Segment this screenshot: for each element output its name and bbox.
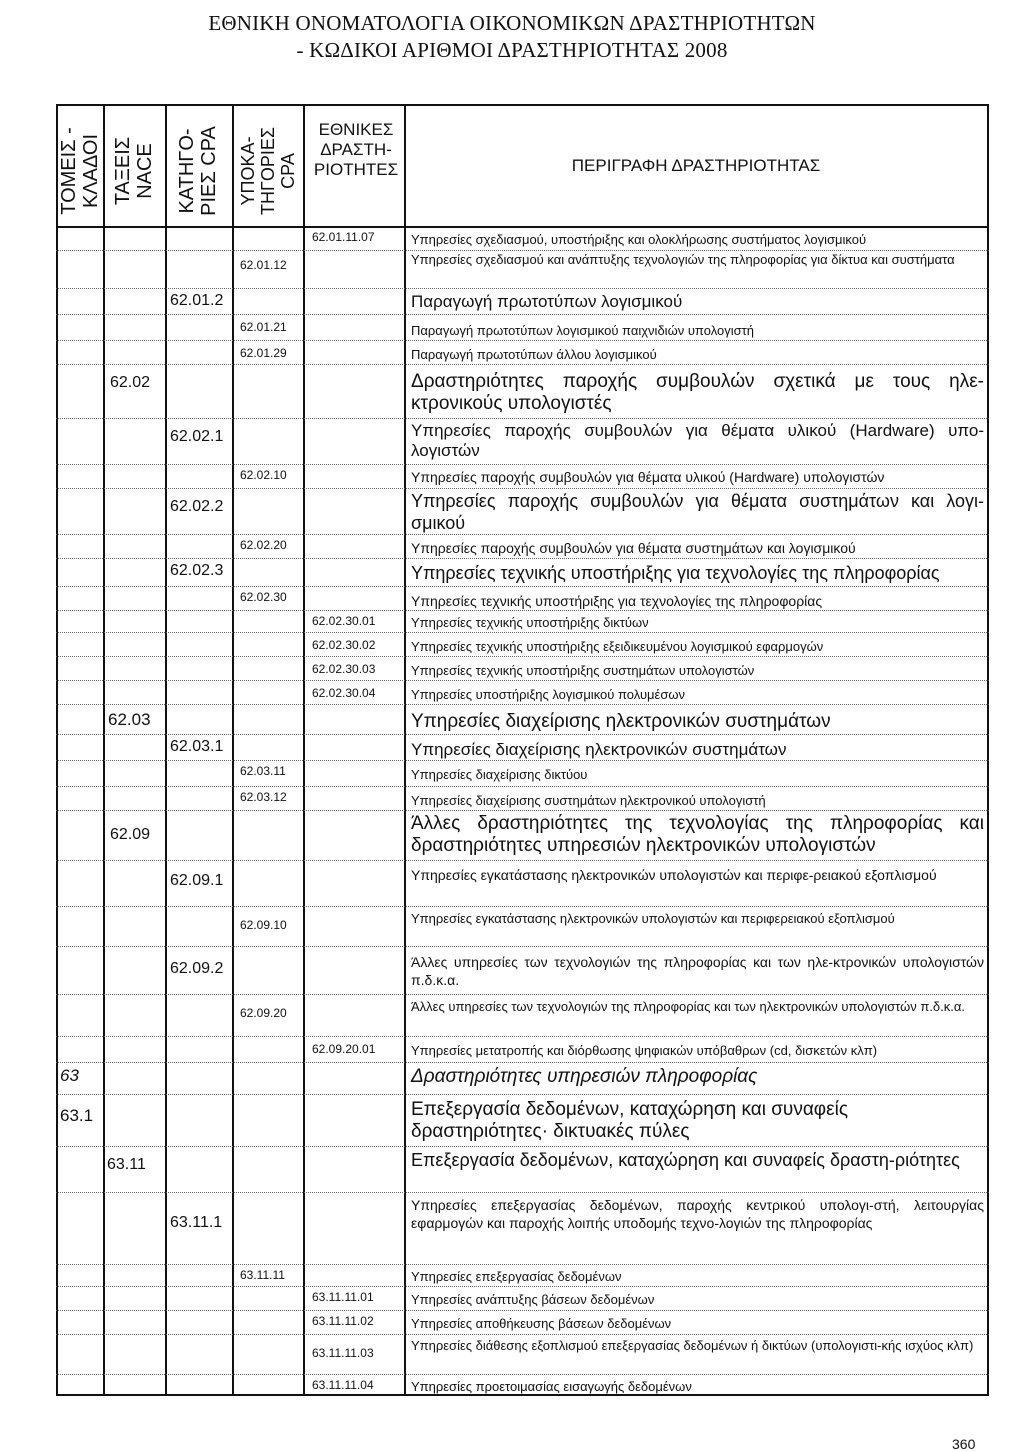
activity-description: Άλλες υπηρεσίες των τεχνολογιών της πληροφορίας και των ηλε-κτρονικών υπολογιστών π.δ.κ.α.	[411, 954, 984, 988]
activity-description: Υπηρεσίες επεξεργασίας δεδομένων, παροχής κεντρικού υπολογι-στή, λειτουργίας εφαρμογών και παροχής λοιπής υποδομής τεχνο-λογιών της πληροφορίας	[411, 1197, 984, 1231]
activity-description: Επεξεργασία δεδομένων, καταχώρηση και συναφείς δραστηριότητες· δικτυακές πύλες	[411, 1099, 848, 1142]
activity-description: Δραστηριότητες παροχής συμβουλών σχετικά με τους ηλε-κτρονικούς υπολογιστές	[411, 371, 984, 414]
activity-description: Υπηρεσίες διαχείρισης συστημάτων ηλεκτρονικού υπολογιστή	[411, 793, 766, 808]
cpa-subcategory-code: 62.02.10	[240, 468, 287, 482]
document-subtitle: - ΚΩΔΙΚΟΙ ΑΡΙΘΜΟΙ ΔΡΑΣΤΗΡΙΟΤΗΤΑΣ 2008	[296, 38, 728, 62]
activity-description: Υπηρεσίες τεχνικής υποστήριξης συστημάτων υπολογιστών	[411, 663, 755, 678]
national-code: 62.02.30.04	[312, 686, 376, 700]
activity-description: Υπηρεσίες διαχείρισης δικτύου	[411, 767, 588, 782]
header-cpa-categories: ΚΑΤΗΓΟ- ΡΙΕΣ CPA	[176, 126, 220, 216]
cpa-category-code: 62.03.1	[170, 738, 224, 755]
header-cpa-subcategories: ΥΠΟΚΑ- ΤΗΓΟΡΙΕΣ CPA	[238, 126, 298, 216]
header-sections: ΤΟΜΕΙΣ - ΚΛΑΔΟΙ	[58, 127, 102, 215]
activity-description: Υπηρεσίες παροχής συμβουλών για θέματα συστημάτων και λογι-σμικού	[411, 491, 984, 533]
activity-description: Υπηρεσίες τεχνικής υποστήριξης για τεχνολογίες της πληροφορίας	[411, 593, 823, 609]
activity-description: Υπηρεσίες τεχνικής υποστήριξης δικτύων	[411, 615, 649, 630]
activity-description: Υπηρεσίες προετοιμασίας εισαγωγής δεδομένων	[411, 1379, 692, 1394]
national-code: 62.02.30.03	[312, 662, 376, 676]
column-divider	[232, 104, 234, 1396]
cpa-subcategory-code: 62.09.10	[240, 918, 287, 932]
cpa-category-code: 62.02.3	[170, 562, 224, 579]
activity-description: Παραγωγή πρωτοτύπων λογισμικού	[411, 292, 683, 311]
national-code: 63.11.11.01	[312, 1290, 374, 1304]
activity-description: Άλλες υπηρεσίες των τεχνολογιών της πληροφορίας και των ηλεκτρονικών υπολογιστών π.δ.κ.α.	[411, 999, 966, 1014]
class-code: 62.02	[110, 374, 151, 391]
activity-description: Παραγωγή πρωτοτύπων άλλου λογισμικού	[411, 347, 657, 362]
cpa-subcategory-code: 62.03.12	[240, 790, 287, 804]
section-code: 63.1	[60, 1106, 94, 1125]
page-number: 360	[952, 1436, 976, 1452]
class-code: 63.11	[107, 1156, 146, 1173]
activity-description: Παραγωγή πρωτοτύπων λογισμικού παιχνιδιών υπολογιστή	[411, 323, 755, 338]
cpa-subcategory-code: 62.01.12	[240, 258, 287, 272]
activity-description: Άλλες δραστηριότητες της τεχνολογίας της πληροφορίας και δραστηριότητες υπηρεσιών ηλεκτρονικών υπολογιστών	[411, 813, 984, 856]
activity-description: Υπηρεσίες παροχής συμβουλών για θέματα συστημάτων και λογισμικού	[411, 540, 856, 556]
national-code: 62.01.11.07	[312, 230, 375, 244]
class-code: 62.03	[108, 710, 151, 729]
activity-description: Υπηρεσίες τεχνικής υποστήριξης εξειδικευμένου λογισμικού εφαρμογών	[411, 639, 824, 654]
activity-description: Υπηρεσίες εγκατάστασης ηλεκτρονικών υπολογιστών και περιφερειακού εξοπλισμού	[411, 911, 895, 926]
activity-description: Υπηρεσίες σχεδιασμού, υποστήριξης και ολοκλήρωσης συστήματος λογισμικού	[411, 232, 867, 247]
cpa-category-code: 62.02.2	[170, 498, 224, 515]
column-divider	[103, 104, 105, 1396]
activity-description: Υπηρεσίες διαχείρισης ηλεκτρονικών συστημάτων	[411, 740, 787, 759]
cpa-subcategory-code: 62.02.30	[240, 590, 287, 604]
activity-description: Υπηρεσίες διαχείρισης ηλεκτρονικών συστημάτων	[411, 711, 831, 732]
activity-description: Υπηρεσίες παροχής συμβουλών για θέματα υλικού (Hardware) υπο-λογιστών	[411, 421, 984, 460]
cpa-category-code: 62.09.2	[170, 960, 224, 977]
activity-description: Υπηρεσίες παροχής συμβουλών για θέματα υλικού (Hardware) υπολογιστών	[411, 469, 885, 485]
cpa-category-code: 62.09.1	[170, 872, 224, 889]
column-divider	[165, 104, 167, 1396]
national-code: 63.11.11.03	[312, 1346, 374, 1360]
national-code: 63.11.11.04	[312, 1378, 374, 1392]
header-national: ΕΘΝΙΚΕΣ ΔΡΑΣΤΗ-ΡΙΟΤΗΤΕΣ	[313, 120, 399, 179]
class-code: 62.09	[110, 826, 151, 843]
activity-description: Υπηρεσίες μετατροπής και διόρθωσης ψηφιακών υπόβαθρων (cd, δισκετών κλπ)	[411, 1043, 878, 1058]
activity-description: Υπηρεσίες αποθήκευσης βάσεων δεδομένων	[411, 1316, 672, 1331]
activity-description: Επεξεργασία δεδομένων, καταχώρηση και συναφείς δραστη-ριότητες	[411, 1150, 960, 1170]
national-code: 63.11.11.02	[312, 1314, 374, 1328]
activity-description: Υπηρεσίες διάθεσης εξοπλισμού επεξεργασίας δεδομένων ή δικτύων (υπολογιστι-κής ισχύος κλπ)	[411, 1338, 974, 1353]
activity-description: Δραστηριότητες υπηρεσιών πληροφορίας	[411, 1066, 758, 1087]
cpa-subcategory-code: 62.01.29	[240, 346, 287, 360]
header-description: ΠΕΡΙΓΡΑΦΗ ΔΡΑΣΤΗΡΙΟΤΗΤΑΣ	[571, 156, 821, 175]
cpa-subcategory-code: 63.11.11	[240, 1268, 285, 1282]
cpa-category-code: 63.11.1	[170, 1214, 223, 1231]
cpa-category-code: 62.02.1	[170, 428, 224, 445]
activity-description: Υπηρεσίες τεχνικής υποστήριξης για τεχνολογίες της πληροφορίας	[411, 563, 940, 583]
column-divider	[404, 104, 406, 1396]
column-divider	[303, 104, 305, 1396]
activity-description: Υπηρεσίες ανάπτυξης βάσεων δεδομένων	[411, 1292, 655, 1307]
national-code: 62.09.20.01	[312, 1042, 376, 1056]
activity-description: Υπηρεσίες σχεδιασμού και ανάπτυξης τεχνολογιών της πληροφορίας για δίκτυα και συστήματα	[411, 252, 955, 267]
document-title: ΕΘΝΙΚΗ ΟΝΟΜΑΤΟΛΟΓΙΑ ΟΙΚΟΝΟΜΙΚΩΝ ΔΡΑΣΤΗΡΙΟΤΗΤΩΝ	[208, 11, 816, 35]
header-classes: ΤΑΞΕΙΣ NACE	[112, 136, 156, 206]
section-code: 63	[60, 1066, 79, 1085]
cpa-subcategory-code: 62.01.21	[240, 320, 287, 334]
activity-description: Υπηρεσίες επεξεργασίας δεδομένων	[411, 1269, 622, 1284]
cpa-subcategory-code: 62.09.20	[240, 1006, 287, 1020]
cpa-subcategory-code: 62.02.20	[240, 538, 287, 552]
activity-description: Υπηρεσίες υποστήριξης λογισμικού πολυμέσων	[411, 687, 686, 702]
header-separator	[56, 226, 989, 228]
activity-description: Υπηρεσίες εγκατάστασης ηλεκτρονικών υπολογιστών και περιφε-ρειακού εξοπλισμού	[411, 867, 937, 883]
cpa-category-code: 62.01.2	[170, 292, 224, 309]
national-code: 62.02.30.02	[312, 638, 376, 652]
national-code: 62.02.30.01	[312, 614, 376, 628]
cpa-subcategory-code: 62.03.11	[240, 764, 286, 778]
